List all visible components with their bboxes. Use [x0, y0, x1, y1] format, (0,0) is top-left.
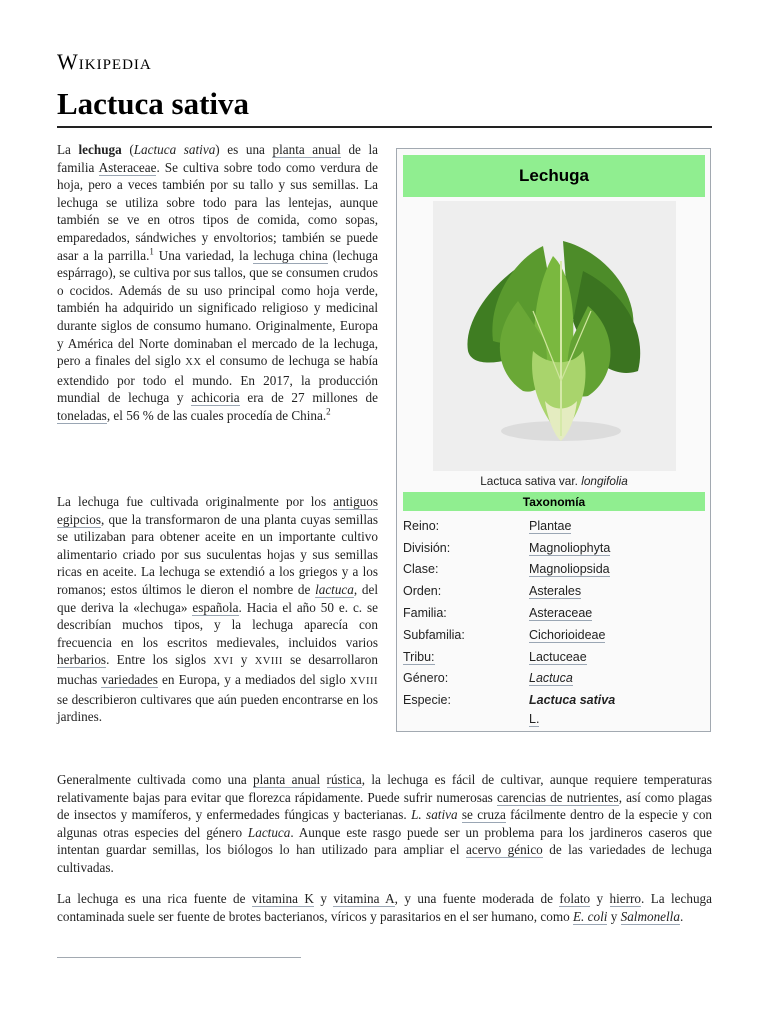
link-vitamina-k[interactable]: vitamina K — [251, 891, 314, 906]
lettuce-image — [433, 201, 676, 471]
taxonomy-header: Taxonomía — [403, 492, 705, 511]
infobox-title: Lechuga — [403, 155, 705, 197]
reference-2[interactable]: 2 — [326, 406, 331, 417]
taxonomy-row-tribu — [403, 646, 705, 668]
wikipedia-logo[interactable]: Wikipedia — [57, 49, 152, 74]
link-asterales[interactable]: Asterales — [529, 584, 582, 599]
taxonomy-row-clase: Clase: Magnoliopsida — [403, 562, 610, 577]
link-se-cruza[interactable]: se cruza — [461, 807, 506, 823]
link-asteraceae-infobox[interactable]: Asteraceae — [529, 606, 593, 621]
link-e-coli[interactable]: E. coli — [572, 908, 608, 924]
link-lactuca-genus[interactable]: Lactuca — [529, 671, 573, 686]
link-lactuceae[interactable]: Lactuceae — [529, 649, 587, 664]
link-folato[interactable]: folato — [559, 891, 591, 906]
link-acervo-genico[interactable]: acervo génico — [466, 842, 543, 858]
link-carencias-nutrientes[interactable]: carencias de nutrientes — [496, 789, 619, 805]
taxonomy-row-orden: Orden: Asterales — [403, 584, 582, 599]
link-variedades[interactable]: variedades — [101, 671, 158, 687]
link-author-linnaeus[interactable]: L. — [529, 712, 540, 727]
link-espanola[interactable]: española — [192, 599, 239, 615]
link-achicoria[interactable]: achicoria — [191, 390, 240, 406]
term-lechuga: lechuga — [78, 142, 122, 157]
link-toneladas[interactable]: toneladas — [57, 407, 107, 423]
footnote-divider — [57, 957, 301, 958]
page-title: Lactuca sativa — [57, 86, 712, 128]
cultivation-paragraph: Generalmente cultivada como una planta anual rústica, la lechuga es fácil de cultivar, aunque requiere temperaturas relativamente bajas para evitar que florezca rápidamente. Puede sufrir numerosas carencias de nutrientes, así como plagas de insectos y mamíferos, y enfermedades fúngicas y bacterianas. L. sativa se cruza fácilmente dentro de la especie y con algunas otras especies del género Lactuca. Aunque este rasgo puede ser un problema para los jardineros caseros que intentan guardar semillas, los biólogos lo han utilizado para ampliar el acervo génico de las variedades de lechuga cultivadas. — [57, 772, 713, 875]
link-salmonella[interactable]: Salmonella — [620, 908, 680, 924]
link-lactuca-latin[interactable]: lactuca — [315, 581, 354, 597]
taxonomy-row-genero: Género: Lactuca — [403, 671, 573, 686]
taxonomy-row-especie: Especie: Lactuca sativa — [403, 693, 616, 708]
taxonomy-row-author — [403, 711, 705, 727]
link-planta-anual[interactable]: planta anual — [272, 142, 341, 157]
image-caption: Lactuca sativa var. longifolia — [480, 474, 628, 488]
link-hierro[interactable]: hierro — [609, 891, 641, 906]
link-asteraceae[interactable]: Asteraceae — [98, 159, 157, 175]
taxonomy-row-familia: Familia: Asteraceae — [403, 606, 593, 621]
link-tribu[interactable]: Tribu: — [403, 649, 435, 664]
nutrition-paragraph: La lechuga es una rica fuente de vitamina K y vitamina A, y una fuente moderada de folato y hierro. La lechuga contaminada suele ser fuente de brotes bacterianos, víricos y parasitarios en el ser humano, como E. coli y Salmonella. — [57, 891, 712, 924]
link-plantae[interactable]: Plantae — [529, 518, 572, 533]
link-magnoliopsida[interactable]: Magnoliopsida — [529, 562, 610, 577]
taxonomy-table — [403, 515, 705, 727]
taxonomy-row-division: División: Magnoliophyta — [403, 540, 611, 555]
link-antiguos-egipcios[interactable]: antiguos egipcios — [57, 494, 378, 527]
taxonomy-row-subfamilia: Subfamilia: Cichorioideae — [403, 627, 606, 642]
intro-paragraph: La lechuga (Lactuca sativa) es una planta anual de la familia Asteraceae. Se cultiva sobre todo como verdura de hoja, pero a veces también por su tallo y sus semillas. La lechuga se utiliza sobre todo para las lentejas, aunque también se ve en otros tipos de comida, como sopas, emparedados, sándwiches y envoltorios; también se puede asar a la parrilla.$^1$ Una variedad, la lechuga china (lechuga espárrago), se cultiva por sus tallos, que se consumen crudos o cocidos. Además de su uso principal como hoja verde, también ha adquirido un significado religioso y medicinal durante siglos de consumo humano. Originalmente, Europa y América del Norte dominaban el mercado de la lechuga, pero a finales del siglo XX el consumo de lechuga se había extendido por todo el mundo. En 2017, la producción mundial de lechuga y achicoria era de 27 millones de toneladas, el 56 % de las cuales procedía de China.$^2$ — [57, 142, 379, 423]
link-magnoliophyta[interactable]: Magnoliophyta — [529, 540, 611, 555]
lettuce-photo[interactable] — [433, 201, 676, 471]
infobox — [396, 148, 711, 732]
link-vitamina-a[interactable]: vitamina A — [333, 891, 395, 906]
reference-1[interactable]: 1 — [149, 246, 154, 257]
link-herbarios[interactable]: herbarios — [57, 652, 107, 668]
link-cichorioideae[interactable]: Cichorioideae — [529, 627, 606, 642]
link-planta-anual-2[interactable]: planta anual — [253, 772, 321, 787]
link-lechuga-china[interactable]: lechuga china — [253, 247, 328, 263]
history-paragraph: La lechuga fue cultivada originalmente por los antiguos egipcios, que la transformaron de una planta cuyas semillas se utilizaban para obtener aceite en un importante cultivo alimentario criado por sus suculentas hojas y sus semillas ricas en aceite. La lechuga se extendió a los griegos y a los romanos; estos últimos le dieron el nombre de lactuca, del que deriva la «lechuga» española. Hacia el año 50 e. c. se describían muchos tipos, y la lechuga aparecía con frecuencia en los escritos medievales, incluidos varios herbarios. Entre los siglos XVI y XVIII se desarrollaron muchas variedades en Europa, y a mediados del siglo XVIII se describieron cultivares que aún pueden encontrarse en los jardines. — [57, 494, 379, 725]
taxonomy-row-reino: Reino: Plantae — [403, 518, 572, 533]
link-rustica[interactable]: rústica — [326, 772, 362, 787]
